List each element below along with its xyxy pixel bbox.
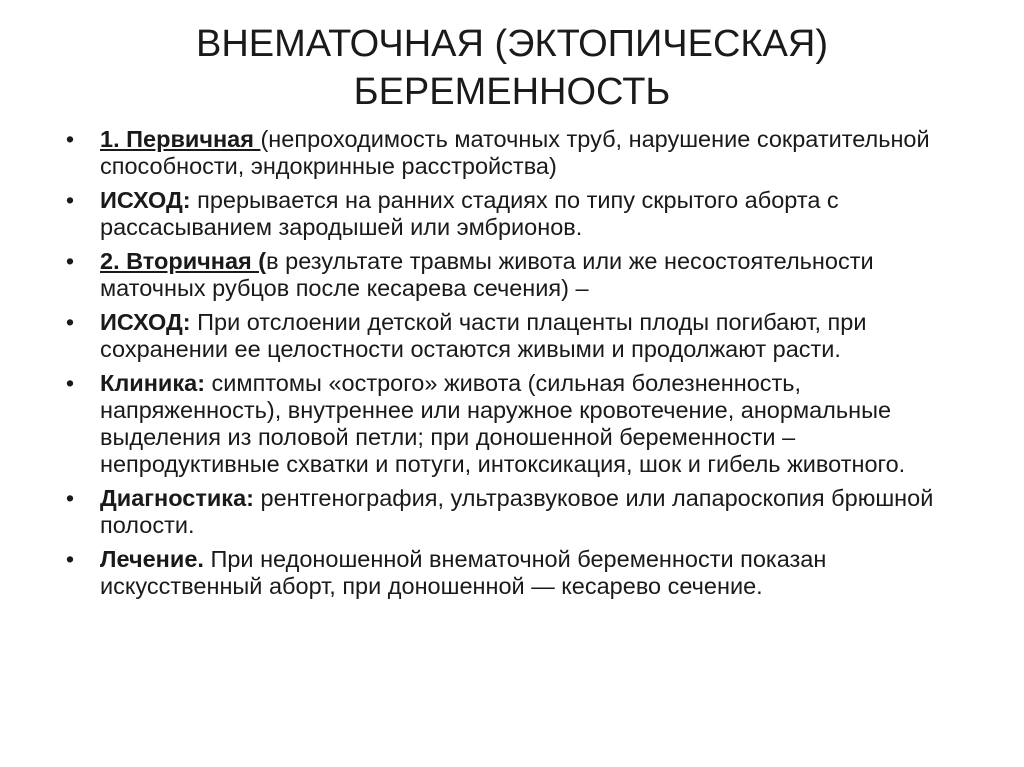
slide-title-line-1: ВНЕМАТОЧНАЯ (ЭКТОПИЧЕСКАЯ)	[196, 23, 828, 65]
bullet-dot-icon: •	[65, 370, 75, 396]
slide-title	[60, 20, 964, 116]
bullet-label: ИСХОД:	[100, 187, 191, 213]
bullet-item-clinic	[60, 370, 980, 478]
bullet-text: При недоношенной внематочной беременности показан искусственный аборт, при доношенной — кесарево сечение.	[100, 546, 827, 599]
bullet-label: Клиника:	[100, 370, 206, 396]
bullet-text: (непроходимость маточных труб, нарушение сократительной способности, эндокринные расстройства)	[100, 126, 930, 179]
bullet-label: ИСХОД:	[100, 309, 191, 335]
bullet-label: Лечение.	[100, 546, 204, 572]
bullet-item-secondary	[60, 248, 980, 302]
bullet-label: Диагностика:	[100, 485, 254, 511]
slide-title-line-2: БЕРЕМЕННОСТЬ	[353, 71, 671, 113]
bullet-item-outcome-2	[60, 309, 980, 363]
bullet-text: рентгенография, ультразвуковое или лапароскопия брюшной полости.	[100, 485, 934, 538]
bullet-text: симптомы «острого» живота (сильная болезненность, напряженность), внутреннее или наружное кровотечение, анормальные выделения из половой петли; при доношенной беременности – непродуктивные схватки и потуги, интоксикация, шок и гибель животного.	[100, 370, 906, 477]
bullet-label: 2. Вторичная (	[100, 248, 267, 274]
bullet-item-diagnostics	[60, 485, 980, 539]
bullet-text: При отслоении детской части плаценты плоды погибают, при сохранении ее целостности остаются живыми и продолжают расти.	[100, 309, 867, 362]
bullet-text: прерывается на ранних стадиях по типу скрытого аборта с рассасыванием зародышей или эмбрионов.	[100, 187, 839, 240]
bullet-dot-icon: •	[65, 248, 75, 274]
bullet-dot-icon: •	[65, 546, 75, 572]
bullet-dot-icon: •	[65, 309, 75, 335]
bullet-item-primary	[60, 126, 980, 180]
bullet-dot-icon: •	[65, 126, 75, 152]
bullet-text: в результате травмы живота или же несостоятельности маточных рубцов после кесарева сечения) –	[100, 248, 874, 301]
bullet-dot-icon: •	[65, 187, 75, 213]
bullet-label: 1. Первичная	[100, 126, 261, 152]
bullet-dot-icon: •	[65, 485, 75, 511]
bullet-list	[60, 126, 980, 607]
bullet-item-treatment	[60, 546, 980, 600]
bullet-item-outcome-1	[60, 187, 980, 241]
